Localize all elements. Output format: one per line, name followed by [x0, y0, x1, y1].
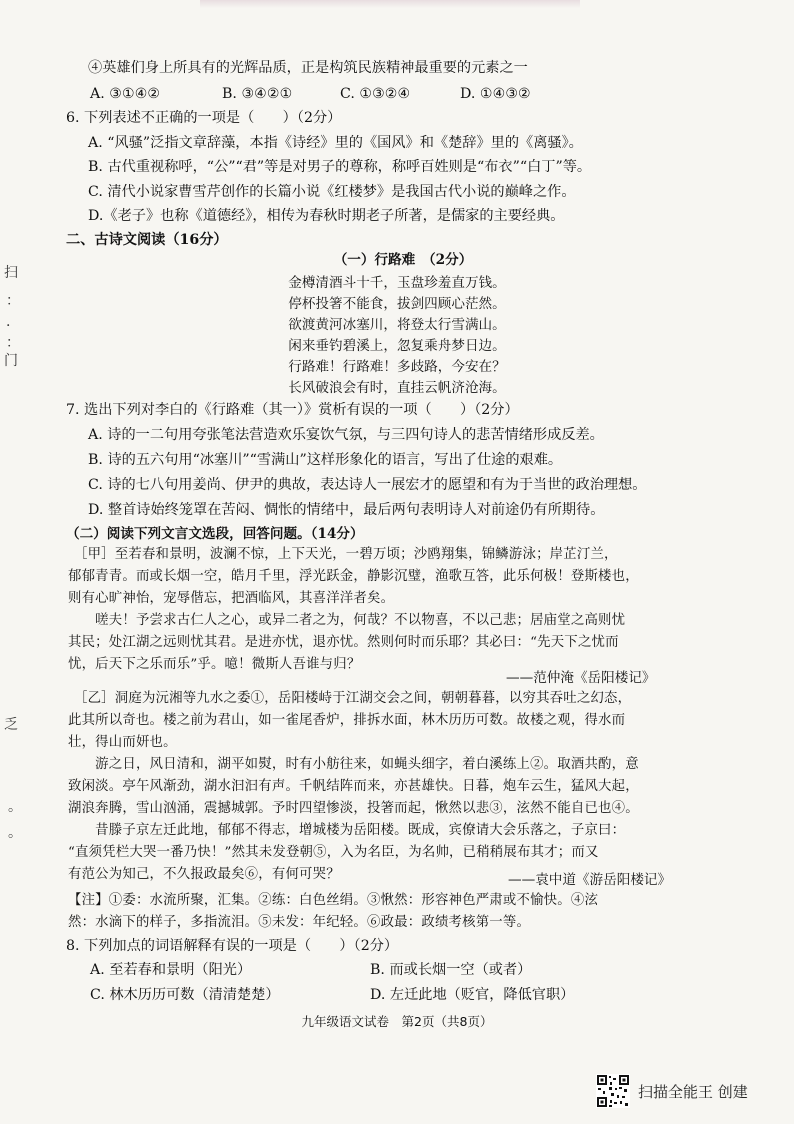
jia-line: ［甲］至若春和景明，波澜不惊，上下天光，一碧万顷；沙鸥翔集，锦鳞游泳；岸芷汀兰， — [74, 547, 618, 562]
notes-line: 【注】①委：水流所聚，汇集。②练：白色丝绢。③愀然：形容神色严肃或不愉快。④泫 — [68, 893, 599, 908]
q6-option-a: A. “风骚”泛指文章辞藻，本指《诗经》里的《国风》和《楚辞》里的《离骚》。 — [88, 135, 583, 151]
yi-line: 湖浪奔腾，雪山汹涌，震撼城郭。予时四望惨淡，投箸而起，愀然以悲③，泫然不能自已也④。 — [68, 801, 639, 816]
poem-line: 金樽清酒斗十千，玉盘珍羞直万钱。 — [288, 275, 506, 291]
poem-title: （一）行路难 （2分） — [333, 252, 473, 268]
yi-line: 昔滕子京左迁此地，郁郁不得志，增城楼为岳阳楼。既成，宾僚请大会乐落之，子京曰： — [68, 823, 626, 838]
margin-mark: 乏 — [4, 717, 18, 733]
q6-option-d: D.《老子》也称《道德经》，相传为春秋时期老子所著，是儒家的主要经典。 — [88, 208, 565, 224]
yi-line: ［乙］洞庭为沅湘等九水之委①，岳阳楼峙于江湖交会之间，朝朝暮暮，以穷其吞吐之幻态， — [74, 691, 632, 706]
q7-option-d: D. 整首诗始终笼罩在苦闷、惆怅的情绪中，最后两句表明诗人对前途仍有所期待。 — [88, 502, 605, 518]
q7-option-a: A. 诗的一二句用夸张笔法营造欢乐宴饮气氛，与三四句诗人的悲苦情绪形成反差。 — [88, 427, 604, 443]
top-scan-artifact — [200, 0, 580, 8]
q8-option-d: D. 左迁此地（贬官，降低官职） — [370, 987, 575, 1003]
q6-stem: 6. 下列表述不正确的一项是（ ）（2分） — [66, 110, 342, 126]
q8-stem: 8. 下列加点的词语解释有误的一项是（ ）（2分） — [66, 938, 399, 954]
poem-line: 闲来垂钓碧溪上，忽复乘舟梦日边。 — [288, 338, 506, 354]
qr-code-icon — [596, 1074, 630, 1108]
margin-mark: ： — [6, 335, 20, 351]
margin-mark: ： — [6, 293, 20, 309]
margin-mark: 。 — [8, 799, 22, 815]
q5-option-c: C. ①③②④ — [340, 86, 411, 102]
q7-option-b: B. 诗的五六句用“冰塞川”“雪满山”这样形象化的语言，写出了仕途的艰难。 — [88, 452, 563, 468]
notes-line: 然：水滴下的样子，多指流泪。⑤未发：年纪轻。⑥政最：政绩考核第一等。 — [68, 915, 531, 930]
jia-attribution: ——范仲淹《岳阳楼记》 — [506, 670, 656, 686]
poem-line: 停杯投箸不能食，拔剑四顾心茫然。 — [288, 296, 506, 312]
yi-attribution: ——袁中道《游岳阳楼记》 — [508, 872, 672, 888]
q5-option-d: D. ①④③② — [460, 86, 531, 102]
q6-option-c: C. 清代小说家曹雪芹创作的长篇小说《红楼梦》是我国古代小说的巅峰之作。 — [88, 184, 576, 200]
q7-stem: 7. 选出下列对李白的《行路难（其一）》赏析有误的一项（ ）（2分） — [66, 402, 519, 418]
section-heading: 二、古诗文阅读（16分） — [66, 232, 228, 248]
q7-option-c: C. 诗的七八句用姜尚、伊尹的典故，表达诗人一展宏才的愿望和有为于当世的政治理想。 — [88, 477, 647, 493]
jia-line: 郁郁青青。而或长烟一空，皓月千里，浮光跃金，静影沉璧，渔歌互答，此乐何极！登斯楼也， — [68, 569, 639, 584]
margin-mark: 。 — [8, 825, 22, 841]
q5-option-a: A. ③①④② — [90, 86, 161, 102]
margin-mark: 扫 — [4, 265, 18, 281]
jia-line: 忧，后天下之乐而乐”乎。噫！微斯人吾谁与归？ — [68, 657, 361, 672]
page-footer: 九年级语文试卷 第2页（共8页） — [301, 1014, 493, 1029]
q8-option-c: C. 林木历历可数（清清楚楚） — [90, 987, 280, 1003]
q8-option-a: A. 至若春和景明（阳光） — [90, 962, 252, 978]
yi-line: 致闲淡。亭午风渐劲，湖水汩汩有声。千帆结阵而来，亦甚雄快。日暮，炮车云生，猛风大起， — [68, 779, 639, 794]
yi-line: 壮，得山而妍也。 — [68, 735, 177, 750]
jia-line: 嗟夫！予尝求古仁人之心，或异二者之为，何哉？不以物喜，不以己悲；居庙堂之高则忧 — [68, 613, 626, 628]
q5-item4: ④英雄们身上所具有的光辉品质，正是构筑民族精神最重要的元素之一 — [88, 60, 528, 76]
yi-line: 此其所以奇也。楼之前为君山，如一雀尾香炉，排拆水面，林木历历可数。故楼之观，得水而 — [68, 713, 626, 728]
margin-mark: · — [6, 318, 11, 334]
yi-line: 有范公为知己，不久报政最矣⑥，有何可哭？ — [68, 867, 340, 882]
q6-option-b: B. 古代重视称呼，“公”“君”等是对男子的尊称，称呼百姓则是“布衣”“白丁”等。 — [88, 159, 592, 175]
poem-line: 欲渡黄河冰塞川，将登太行雪满山。 — [288, 317, 506, 333]
margin-mark: 门 — [4, 353, 18, 369]
q5-option-b: B. ③④②① — [222, 86, 293, 102]
yi-line: “直须凭栏大哭一番乃快！”然其未发登朝⑤，入为名臣，为名帅，已稍稍展布其才；而又 — [68, 845, 599, 860]
scanner-watermark — [596, 1074, 748, 1108]
q8-option-b: B. 而或长烟一空（或者） — [370, 962, 532, 978]
yi-line: 游之日，风日清和，湖平如熨，时有小舫往来，如蝇头细字，着白溪练上②。取酒共酌，意 — [68, 757, 639, 772]
poem-line: 行路难！行路难！多歧路，今安在？ — [288, 359, 506, 375]
part2-title: （二）阅读下列文言文选段，回答问题。（14分） — [66, 526, 364, 542]
jia-line: 其民；处江湖之远则忧其君。是进亦忧，退亦忧。然则何时而乐耶？其必曰：“先天下之忧而 — [68, 635, 619, 650]
jia-line: 则有心旷神怡，宠辱偕忘，把酒临风，其喜洋洋者矣。 — [68, 591, 395, 606]
scanner-label: 扫描全能王 创建 — [638, 1082, 748, 1101]
poem-line: 长风破浪会有时，直挂云帆济沧海。 — [288, 380, 506, 396]
